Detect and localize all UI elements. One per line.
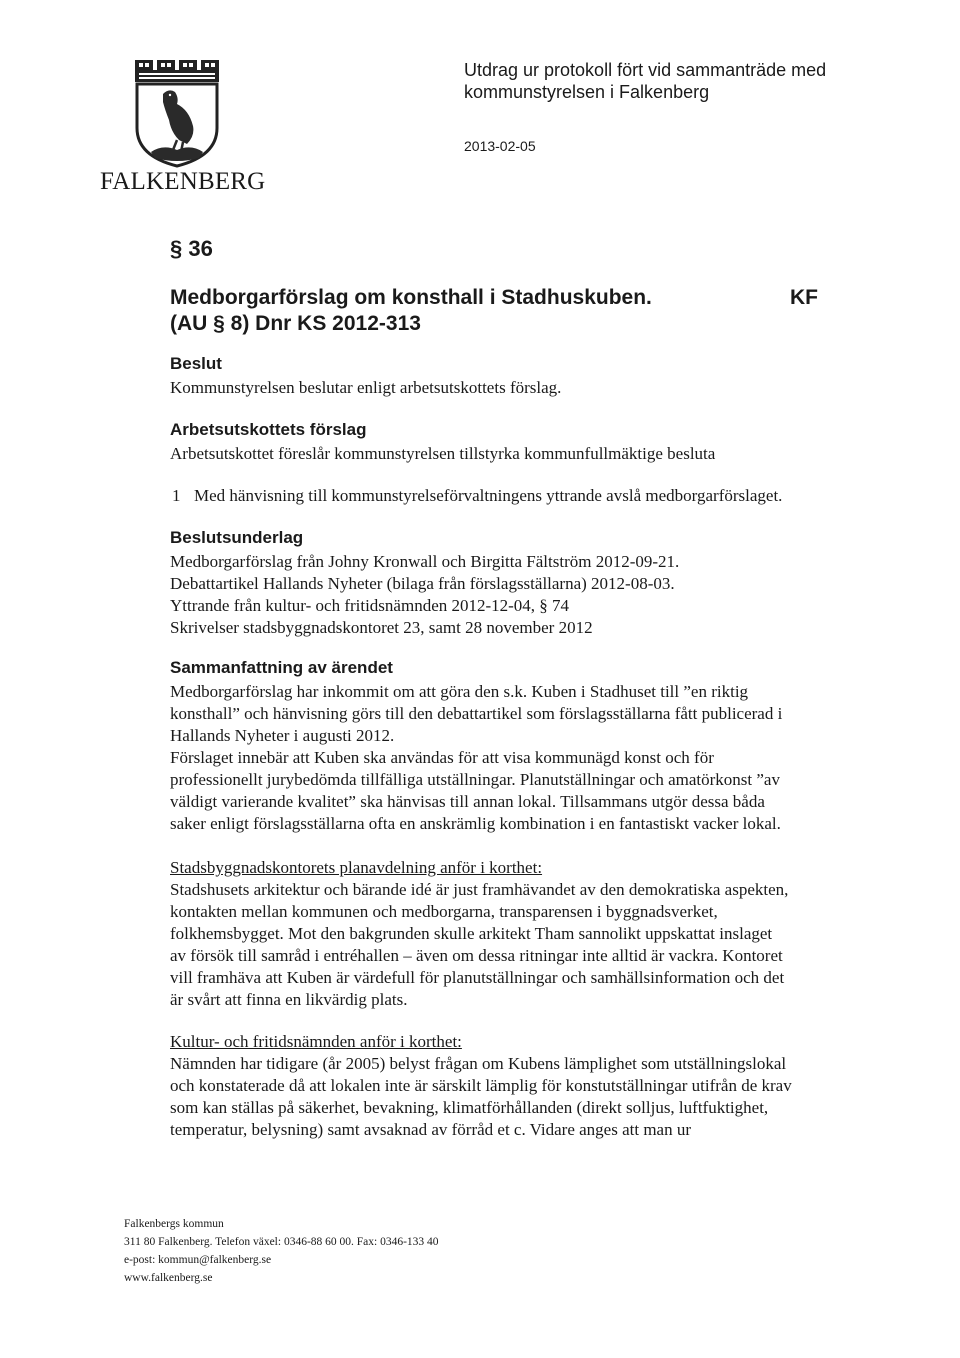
beslutsunderlag-line: Debattartikel Hallands Nyheter (bilaga från förslagsställarna) 2012-08-03. (170, 574, 675, 593)
kultur-line: och konstaterade då att lokalen inte är särskilt lämplig för konstutställningar utifrån de krav (170, 1076, 792, 1095)
kultur-line: temperatur, belysning) samt avsaknad av förråd et c. Vidare anges att man ur (170, 1120, 692, 1139)
footer-website: www.falkenberg.se (124, 1272, 213, 1284)
stadsbyggnad-line: kontakten mellan kommunen och medborgarna, transparensen i byggnadsverket, (170, 902, 718, 921)
sammanfattning-line: Hallands Nyheter i augusti 2012. (170, 726, 395, 745)
paragraph-number: § 36 (170, 236, 213, 261)
footer-email: e-post: kommun@falkenberg.se (124, 1254, 272, 1266)
beslutsunderlag-line: Medborgarförslag från Johny Kronwall och Birgitta Fältström 2012-09-21. (170, 552, 680, 571)
municipality-name: FALKENBERG (100, 168, 266, 195)
beslutsunderlag-heading: Beslutsunderlag (170, 528, 304, 547)
au-forslag-intro: Arbetsutskottet föreslår kommunstyrelsen tillstyrka kommunfullmäktige besluta (170, 444, 716, 463)
sammanfattning-line: konsthall” och hänvisning görs till den debattartikel som förslagsställarna fått publicerad i (170, 704, 783, 723)
list-item-number: 1 (172, 486, 181, 505)
au-forslag-heading: Arbetsutskottets förslag (170, 420, 367, 439)
beslutsunderlag-line: Skrivelser stadsbyggnadskontoret 23, samt 28 november 2012 (170, 618, 593, 637)
kultur-line: Nämnden har tidigare (år 2005) belyst frågan om Kubens lämplighet som utställningslokal (170, 1054, 787, 1073)
list-item-text: Med hänvisning till kommunstyrelseförvaltningens yttrande avslå medborgarförslaget. (194, 486, 783, 505)
kultur-line: som kan ställas på säkerhet, bevakning, klimatförhållanden (direkt solljus, luftfuktighet, (170, 1098, 769, 1117)
municipal-crest-logo (133, 58, 221, 168)
header-title-line-1: Utdrag ur protokoll fört vid sammanträde med (464, 60, 827, 80)
beslutsunderlag-line: Yttrande från kultur- och fritidsnämnden 2012-12-04, § 74 (170, 596, 570, 615)
case-title: Medborgarförslag om konsthall i Stadhuskuben. (170, 286, 652, 309)
footer-organization: Falkenbergs kommun (124, 1218, 224, 1230)
stadsbyggnad-line: folkhemsbygget. Mot den bakgrunden skulle arkitekt Tham sannolikt uppskattat inslaget (170, 924, 773, 943)
sammanfattning-line: väldigt varierande kvalitet” ska hänvisas till annan lokal. Tillsammans utgör dessa båda (170, 792, 765, 811)
sammanfattning-line: professionellt jurybedömda tillfälliga utställningar. Planutställningar och amatörkonst ”av (170, 770, 780, 789)
meeting-date: 2013-02-05 (464, 138, 536, 154)
sammanfattning-line: saker enligt förslagsställarna ofta en anskrämlig kombination i en fantastiskt vacker lokal. (170, 814, 781, 833)
sammanfattning-line: Medborgarförslag har inkommit om att göra den s.k. Kuben i Stadhuset till ”en riktig (170, 682, 749, 701)
case-reference: (AU § 8) Dnr KS 2012-313 (170, 312, 421, 335)
stadsbyggnad-line: Stadshusets arkitektur och bärande idé är just framhävandet av den demokratiska aspekten, (170, 880, 789, 899)
beslut-text: Kommunstyrelsen beslutar enligt arbetsutskottets förslag. (170, 378, 562, 397)
stadsbyggnad-line: vill framhäva att Kuben är värdefull för planutställningar och samhällsinformation och det (170, 968, 785, 987)
stadsbyggnad-heading: Stadsbyggnadskontorets planavdelning anför i korthet: (170, 858, 543, 877)
beslut-heading: Beslut (170, 354, 222, 373)
body-code: KF (790, 286, 818, 309)
header-title-line-2: kommunstyrelsen i Falkenberg (464, 82, 710, 102)
stadsbyggnad-line: av försök till samråd i entréhallen – även om dessa ritningar inte alltid är vackra. Kontoret (170, 946, 783, 965)
sammanfattning-line: Förslaget innebär att Kuben ska användas för att visa kommunägd konst och för (170, 748, 714, 767)
sammanfattning-heading: Sammanfattning av ärendet (170, 658, 393, 677)
stadsbyggnad-line: är svårt att finna en likvärdig plats. (170, 990, 408, 1009)
footer-address: 311 80 Falkenberg. Telefon växel: 0346-88 60 00. Fax: 0346-133 40 (124, 1236, 439, 1248)
kultur-heading: Kultur- och fritidsnämnden anför i korthet: (170, 1032, 462, 1051)
